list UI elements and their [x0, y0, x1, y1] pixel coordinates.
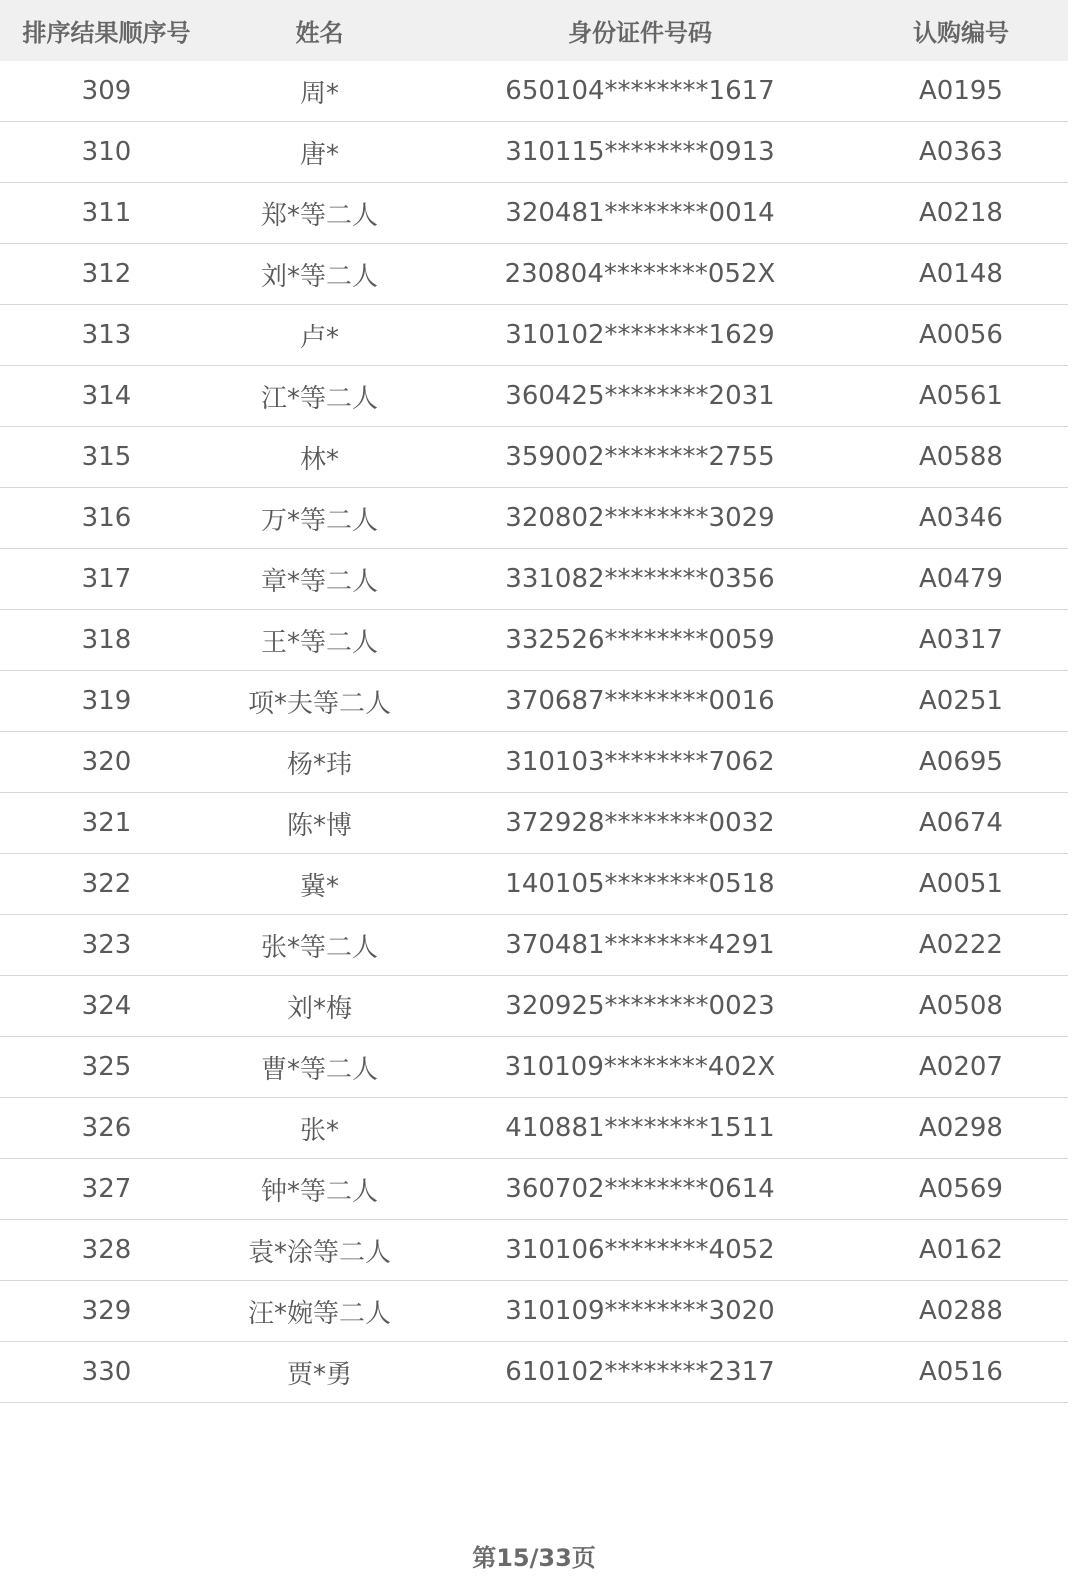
subscription-number-cell: A0222: [919, 930, 1003, 960]
order-number-cell: 321: [81, 808, 132, 838]
subscription-number-cell: A0516: [919, 1357, 1003, 1387]
name-cell: 刘*梅: [286, 993, 352, 1024]
name-cell: 刘*等二人: [260, 261, 378, 292]
id-number-cell: 370481********4291: [505, 930, 775, 960]
name-cell: 万*等二人: [260, 505, 378, 536]
table-row: [0, 61, 1068, 122]
table-row: [0, 915, 1068, 976]
table-row: [0, 610, 1068, 671]
header-id-number: 身份证件号码: [568, 19, 712, 47]
id-number-cell: 370687********0016: [505, 686, 775, 716]
page-indicator: 第15/33页: [472, 1544, 596, 1572]
subscription-number-cell: A0298: [919, 1113, 1003, 1143]
id-number-cell: 230804********052X: [504, 259, 776, 289]
name-cell: 项*夫等二人: [247, 688, 391, 719]
subscription-number-cell: A0588: [919, 442, 1003, 472]
id-number-cell: 650104********1617: [505, 76, 775, 106]
id-number-cell: 410881********1511: [505, 1113, 775, 1143]
subscription-number-cell: A0056: [919, 320, 1003, 350]
id-number-cell: 310109********3020: [505, 1296, 775, 1326]
table-row: [0, 976, 1068, 1037]
name-cell: 贾*勇: [286, 1359, 352, 1390]
table-row: [0, 1037, 1068, 1098]
id-number-cell: 140105********0518: [505, 869, 775, 899]
order-number-cell: 323: [81, 930, 132, 960]
order-number-cell: 320: [81, 747, 132, 777]
table-row: [0, 1159, 1068, 1220]
order-number-cell: 330: [81, 1357, 132, 1387]
name-cell: 江*等二人: [260, 383, 378, 414]
order-number-cell: 324: [81, 991, 132, 1021]
subscription-number-cell: A0162: [919, 1235, 1003, 1265]
name-cell: 冀*: [299, 871, 339, 902]
table-row: [0, 305, 1068, 366]
order-number-cell: 328: [81, 1235, 132, 1265]
order-number-cell: 311: [81, 198, 132, 228]
name-cell: 卢*: [299, 322, 339, 353]
order-number-cell: 318: [81, 625, 132, 655]
name-cell: 陈*博: [286, 810, 352, 841]
header-order-number: 排序结果顺序号: [22, 19, 191, 47]
table-header: [0, 0, 1068, 61]
subscription-number-cell: A0195: [919, 76, 1003, 106]
subscription-number-cell: A0561: [919, 381, 1003, 411]
id-number-cell: 310102********1629: [505, 320, 775, 350]
id-number-cell: 310115********0913: [505, 137, 775, 167]
subscription-number-cell: A0218: [919, 198, 1003, 228]
table-row: [0, 244, 1068, 305]
table-row: [0, 122, 1068, 183]
order-number-cell: 310: [81, 137, 132, 167]
subscription-number-cell: A0051: [919, 869, 1003, 899]
id-number-cell: 310106********4052: [505, 1235, 775, 1265]
subscription-number-cell: A0695: [919, 747, 1003, 777]
name-cell: 张*: [299, 1115, 339, 1146]
id-number-cell: 372928********0032: [505, 808, 775, 838]
subscription-number-cell: A0674: [919, 808, 1003, 838]
name-cell: 章*等二人: [260, 566, 378, 597]
subscription-number-cell: A0148: [919, 259, 1003, 289]
table-row: [0, 1098, 1068, 1159]
name-cell: 林*: [299, 444, 339, 475]
id-number-cell: 360425********2031: [505, 381, 775, 411]
subscription-number-cell: A0317: [919, 625, 1003, 655]
name-cell: 张*等二人: [260, 932, 378, 963]
subscription-number-cell: A0288: [919, 1296, 1003, 1326]
order-number-cell: 325: [81, 1052, 132, 1082]
name-cell: 周*: [299, 78, 339, 109]
subscription-number-cell: A0251: [919, 686, 1003, 716]
header-name: 姓名: [295, 19, 344, 47]
order-number-cell: 329: [81, 1296, 132, 1326]
subscription-number-cell: A0508: [919, 991, 1003, 1021]
id-number-cell: 359002********2755: [505, 442, 775, 472]
name-cell: 杨*玮: [286, 749, 352, 780]
table-row: [0, 183, 1068, 244]
name-cell: 钟*等二人: [260, 1176, 378, 1207]
name-cell: 唐*: [299, 139, 339, 170]
table-row: [0, 427, 1068, 488]
order-number-cell: 313: [81, 320, 132, 350]
table-row: [0, 854, 1068, 915]
subscription-number-cell: A0346: [919, 503, 1003, 533]
header-subscription-number: 认购编号: [913, 19, 1009, 47]
table-row: [0, 549, 1068, 610]
table-row: [0, 671, 1068, 732]
id-number-cell: 320925********0023: [505, 991, 775, 1021]
table-row: [0, 1281, 1068, 1342]
id-number-cell: 310103********7062: [505, 747, 775, 777]
order-number-cell: 314: [81, 381, 132, 411]
id-number-cell: 360702********0614: [505, 1174, 775, 1204]
subscription-number-cell: A0363: [919, 137, 1003, 167]
order-number-cell: 322: [81, 869, 132, 899]
order-number-cell: 315: [81, 442, 132, 472]
name-cell: 汪*婉等二人: [247, 1298, 391, 1329]
order-number-cell: 316: [81, 503, 132, 533]
id-number-cell: 610102********2317: [505, 1357, 775, 1387]
id-number-cell: 320481********0014: [505, 198, 775, 228]
table-row: [0, 366, 1068, 427]
order-number-cell: 327: [81, 1174, 132, 1204]
order-number-cell: 317: [81, 564, 132, 594]
id-number-cell: 331082********0356: [505, 564, 775, 594]
id-number-cell: 310109********402X: [504, 1052, 776, 1082]
table-row: [0, 1220, 1068, 1281]
table-row: [0, 793, 1068, 854]
id-number-cell: 320802********3029: [505, 503, 775, 533]
name-cell: 郑*等二人: [260, 200, 378, 231]
table-body: [0, 61, 1068, 1403]
order-number-cell: 326: [81, 1113, 132, 1143]
id-number-cell: 332526********0059: [505, 625, 775, 655]
table-row: [0, 488, 1068, 549]
table-row: [0, 732, 1068, 793]
name-cell: 王*等二人: [260, 627, 378, 658]
table-row: [0, 1342, 1068, 1403]
subscription-number-cell: A0569: [919, 1174, 1003, 1204]
subscription-number-cell: A0479: [919, 564, 1003, 594]
order-number-cell: 309: [81, 76, 132, 106]
order-number-cell: 312: [81, 259, 132, 289]
name-cell: 曹*等二人: [260, 1054, 378, 1085]
subscription-number-cell: A0207: [919, 1052, 1003, 1082]
order-number-cell: 319: [81, 686, 132, 716]
name-cell: 袁*涂等二人: [247, 1237, 391, 1268]
